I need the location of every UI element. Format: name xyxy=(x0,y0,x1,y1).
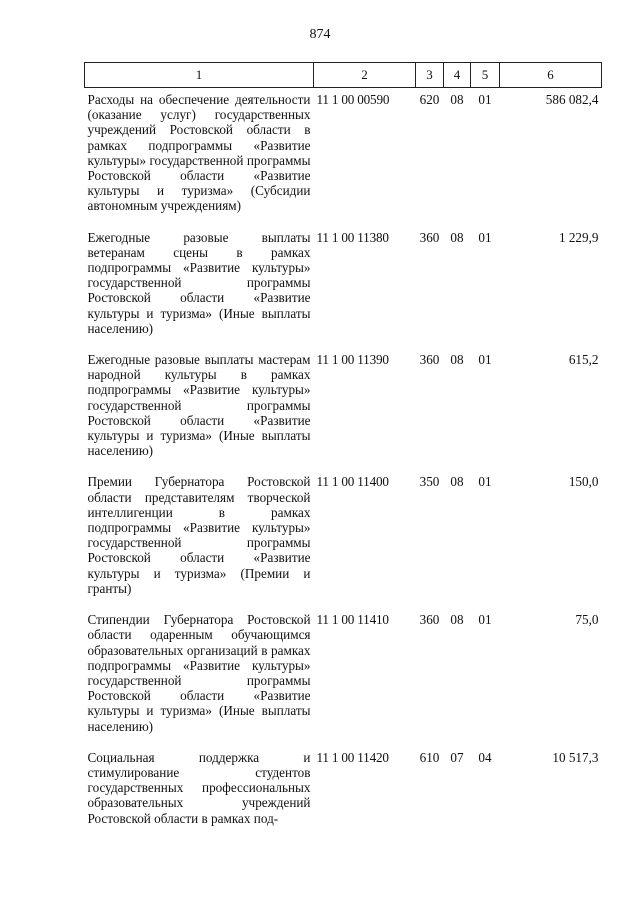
row-target-code: 11 1 00 11400 xyxy=(316,474,389,490)
row-expense-type: 360 xyxy=(419,352,440,368)
page-number: 874 xyxy=(309,27,331,42)
column-header: 2 xyxy=(314,63,416,88)
row-section: 08 xyxy=(450,92,464,107)
row-expense-type: 620 xyxy=(419,92,440,107)
row-amount: 150,0 xyxy=(568,474,599,490)
row-subsection: 01 xyxy=(478,92,492,107)
column-header: 3 xyxy=(416,63,444,88)
row-description: Стипендии Губернатора Ростовской области одаренным обучающимся образовательных организаций в рамках подпрограммы «Развитие культуры» государственной программы Ростовской области «Развитие культуры и туризма» (Иные выплаты населению) xyxy=(87,612,311,734)
row-description: Социальная поддержка и стимулирование студентов государственных профессиональных образовательных учреждений Ростовской области в рамках под- xyxy=(87,749,311,826)
row-section: 08 xyxy=(450,352,464,368)
row-target-code: 11 1 00 11380 xyxy=(316,229,389,245)
row-target-code: 11 1 00 11390 xyxy=(316,352,389,368)
row-section: 08 xyxy=(450,229,464,245)
row-description: Ежегодные разовые выплаты ветеранам сцены в рамках подпрограммы «Развитие культуры» государственной программы Ростовской области «Развитие культуры и туризма» (Иные выплаты населению) xyxy=(87,229,311,336)
row-subsection: 01 xyxy=(478,229,492,245)
row-amount: 1 229,9 xyxy=(558,229,599,245)
row-expense-type: 360 xyxy=(419,612,440,628)
row-expense-type: 360 xyxy=(419,229,440,245)
column-header: 1 xyxy=(85,63,314,88)
column-header: 4 xyxy=(444,63,471,88)
table-row xyxy=(85,470,602,608)
row-expense-type: 350 xyxy=(419,474,440,490)
row-description: Расходы на обеспечение деятельности (оказание услуг) государственных учреждений Ростовской области в рамках подпрограммы «Развитие культуры» государственной программы Ростовской области «Развитие культуры и туризма» (Субсидии автономным учреждениям) xyxy=(87,92,311,214)
row-description: Премии Губернатора Ростовской области представителям творческой интеллигенции в рамках подпрограммы «Развитие культуры» государственной программы Ростовской области «Развитие культуры и туризма» (Премии и гранты) xyxy=(87,474,311,596)
row-amount: 586 082,4 xyxy=(545,92,599,107)
row-amount: 615,2 xyxy=(568,352,599,368)
row-amount: 10 517,3 xyxy=(552,749,599,765)
table-row xyxy=(85,88,602,226)
row-target-code: 11 1 00 11420 xyxy=(316,749,389,765)
row-amount: 75,0 xyxy=(575,612,599,628)
table-header-row xyxy=(85,63,602,88)
table-row xyxy=(85,226,602,348)
table-row xyxy=(85,746,602,838)
row-description: Ежегодные разовые выплаты мастерам народной культуры в рамках подпрограммы «Развитие культуры» государственной программы Ростовской области «Развитие культуры и туризма» (Иные выплаты населению) xyxy=(87,352,311,459)
row-target-code: 11 1 00 11410 xyxy=(316,612,389,628)
table-row xyxy=(85,348,602,470)
row-subsection: 01 xyxy=(478,352,492,368)
row-section: 08 xyxy=(450,474,464,490)
row-subsection: 01 xyxy=(478,612,492,628)
column-header: 5 xyxy=(471,63,500,88)
table-row xyxy=(85,608,602,746)
row-expense-type: 610 xyxy=(419,749,440,765)
budget-table xyxy=(84,62,602,838)
row-subsection: 04 xyxy=(478,749,492,765)
row-subsection: 01 xyxy=(478,474,492,490)
row-target-code: 11 1 00 00590 xyxy=(316,92,390,107)
row-section: 07 xyxy=(450,749,464,765)
row-section: 08 xyxy=(450,612,464,628)
column-header: 6 xyxy=(500,63,602,88)
